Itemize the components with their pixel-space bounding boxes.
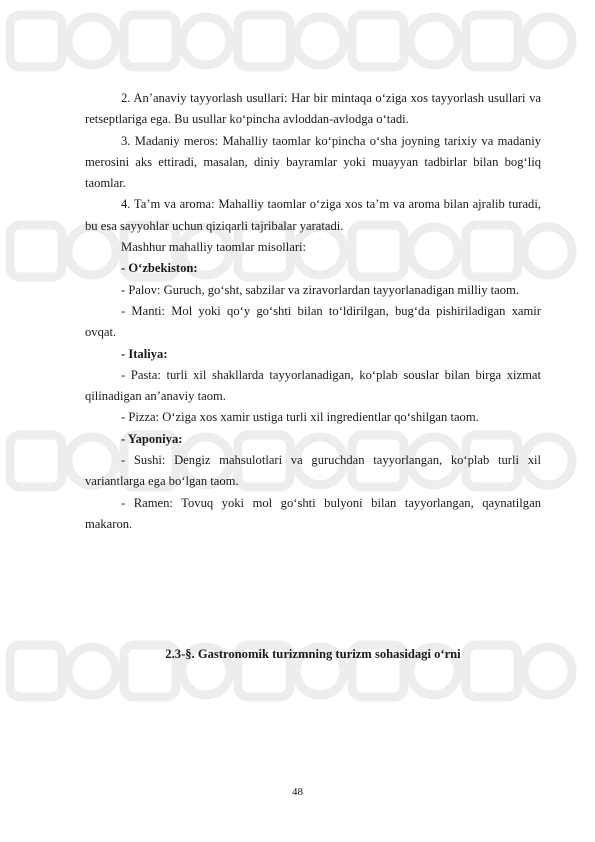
country-heading-uzbekistan: - O‘zbekiston:	[121, 261, 198, 276]
section-heading: 2.3-§. Gastronomik turizmning turizm sohasidagi o‘rni	[165, 647, 461, 661]
page-number: 48	[292, 786, 303, 798]
country-heading-italy: - Italiya:	[121, 346, 168, 361]
document-body	[85, 88, 541, 535]
dish-pizza: - Pizza: O‘ziga xos xamir ustiga turli xil ingredientlar qo‘shilgan taom.	[121, 410, 479, 425]
paragraph-examples-intro: Mashhur mahalliy taomlar misollari:	[121, 240, 307, 255]
dish-ramen: - Ramen: Tovuq yoki mol go‘shti bulyoni bilan tayyorlangan, qaynatilgan makaron.	[85, 495, 541, 531]
paragraph-taste-aroma: 4. Ta’m va aroma: Mahalliy taomlar o‘ziga xos ta’m va aroma bilan ajralib turadi, bu esa sayyohlar uchun qiziqarli tajribalar yaratadi.	[85, 197, 541, 233]
dish-sushi: - Sushi: Dengiz mahsulotlari va guruchdan tayyorlangan, ko‘plab turli xil variantlarga ega bo‘lgan taom.	[85, 453, 541, 489]
country-heading-japan: - Yaponiya:	[121, 431, 183, 446]
paragraph-cultural-heritage: 3. Madaniy meros: Mahalliy taomlar ko‘pincha o‘sha joyning tarixiy va madaniy merosini aks ettiradi, masalan, diniy bayramlar yoki muayyan tadbirlar bilan bog‘liq taomlar.	[85, 133, 541, 191]
dish-palov: - Palov: Guruch, go‘sht, sabzilar va ziravorlardan tayyorlanadigan milliy taom.	[121, 282, 519, 297]
dish-manti: - Manti: Mol yoki qo‘y go‘shti bilan to‘ldirilgan, bug‘da pishiriladigan xamir ovqat.	[85, 303, 541, 340]
dish-pasta: - Pasta: turli xil shakllarda tayyorlanadigan, ko‘plab souslar bilan birga xizmat qilinadigan an’anaviy taom.	[85, 367, 541, 404]
paragraph-preparation-methods: 2. An’anaviy tayyorlash usullari: Har bir mintaqa o‘ziga xos tayyorlash usullari va retseptlariga ega. Bu usullar ko‘pincha avloddan-avlodga o‘tadi.	[85, 91, 541, 127]
